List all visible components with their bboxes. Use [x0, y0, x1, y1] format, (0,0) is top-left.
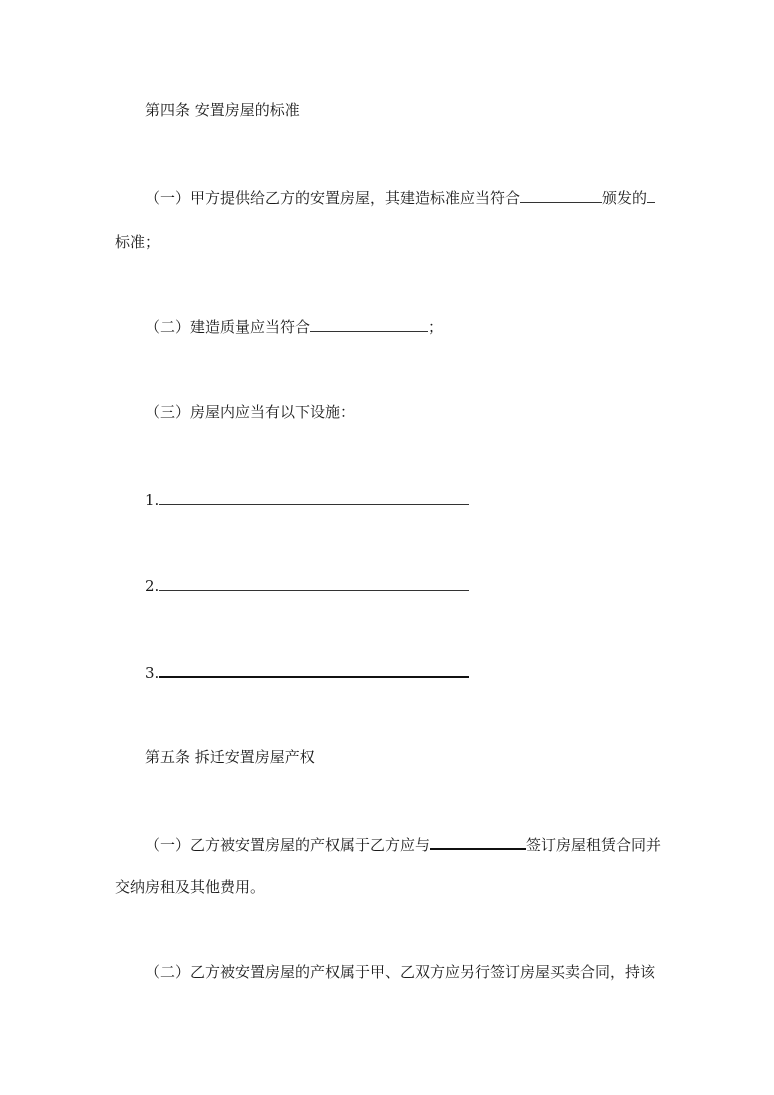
item-number: 3.	[145, 664, 160, 682]
article-4-clause-2	[145, 316, 443, 337]
clause-text: （一）乙方被安置房屋的产权属于乙方应与	[145, 836, 431, 854]
item-number: 2.	[145, 577, 160, 595]
fill-blank-issuer[interactable]	[520, 187, 602, 203]
article-4-heading: 第四条 安置房屋的标准	[145, 101, 300, 119]
article-5-clause-2: （二）乙方被安置房屋的产权属于甲、乙双方应另行签订房屋买卖合同，持该	[145, 963, 656, 981]
fill-blank-quality[interactable]	[310, 316, 428, 332]
fill-blank-facility-3[interactable]	[159, 661, 469, 678]
clause-text: ；	[428, 318, 444, 336]
clause-text: （一）甲方提供给乙方的安置房屋，其建造标准应当符合	[145, 189, 521, 207]
facility-item-3	[145, 661, 469, 683]
item-number: 1.	[145, 491, 160, 509]
fill-blank-facility-2[interactable]	[159, 575, 469, 591]
article-4-clause-3: （三）房屋内应当有以下设施：	[145, 403, 356, 421]
clause-text: 签订房屋租赁合同并	[526, 836, 662, 854]
facility-item-2	[145, 575, 469, 596]
article-4-clause-1-continued: 标准；	[115, 233, 161, 251]
article-5-clause-1	[145, 833, 661, 855]
fill-blank-lessor[interactable]	[430, 833, 526, 850]
article-5-heading: 第五条 拆迁安置房屋产权	[145, 748, 315, 766]
fill-blank-facility-1[interactable]	[159, 489, 469, 505]
article-5-clause-1-continued: 交纳房租及其他费用。	[115, 878, 266, 896]
fill-blank-standard[interactable]	[647, 187, 655, 203]
clause-text: 颁发的	[602, 189, 648, 207]
facility-item-1	[145, 489, 469, 510]
clause-text: （二）建造质量应当符合	[145, 318, 311, 336]
article-4-clause-1	[145, 187, 655, 208]
